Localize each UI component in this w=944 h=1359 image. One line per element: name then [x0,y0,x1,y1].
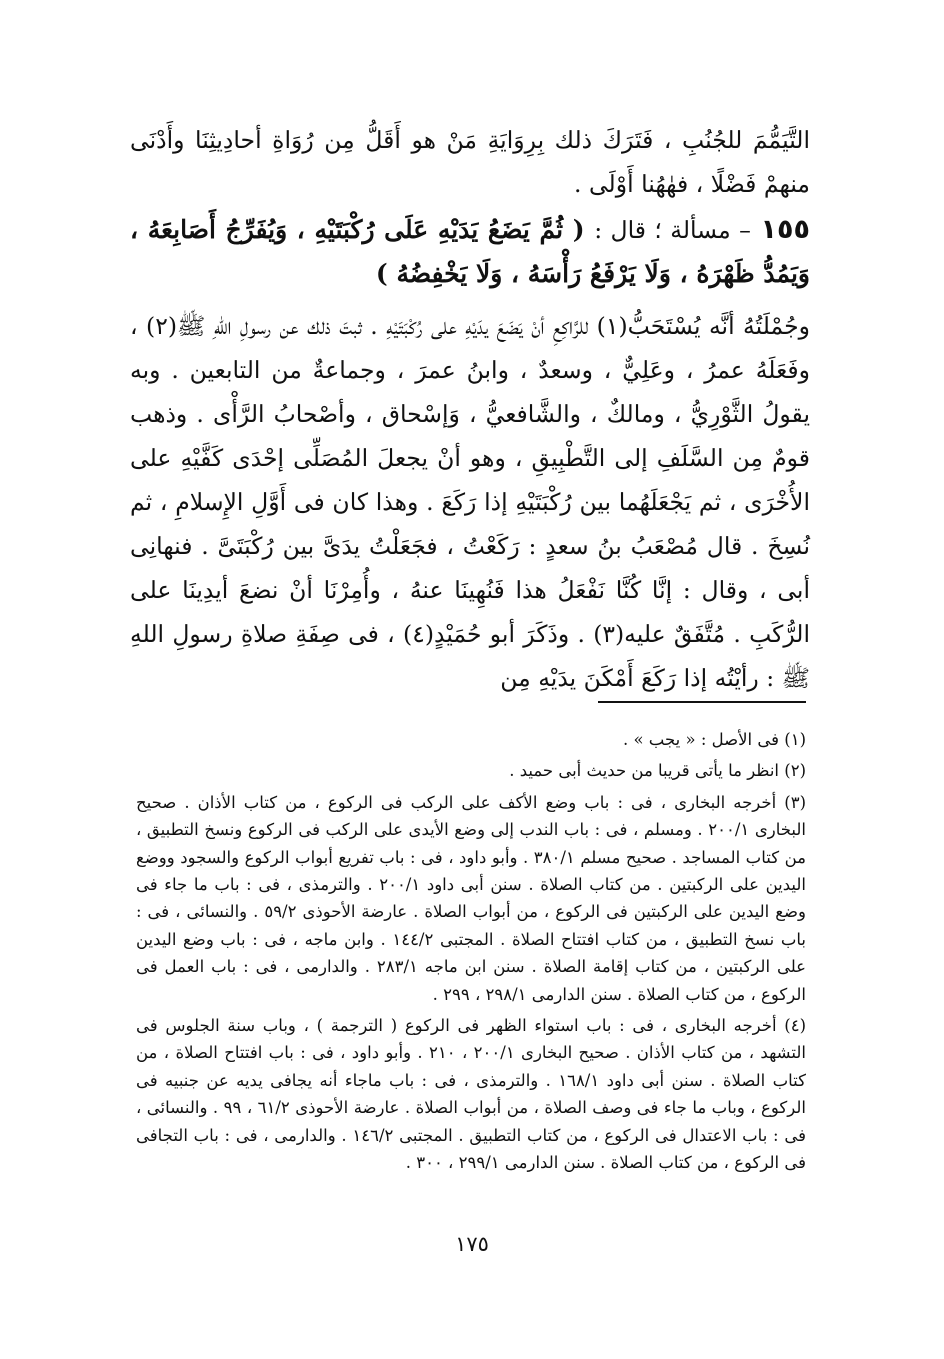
page-number: ١٧٥ [455,1232,489,1256]
footnote-divider [598,701,806,703]
main-text [130,118,810,700]
masala-label: – مسألة ؛ قال : [594,216,751,244]
masala-number: ١٥٥ [760,214,810,245]
masala-text: ( ثُمَّ يَضَعُ يَدَيْهِ عَلَى رُكْبَتَيْهِ ، وَيُفَرِّجُ أَصَابِعَهُ ، وَيَمُدُّ ظَهْرَهُ ، وَلَا يَرْفَعُ رَأْسَهُ ، وَلَا يَخْفِضُهُ ) [130,215,810,288]
masala-heading [130,208,810,296]
commentary-paragraph: وجُمْلَتُهُ أنَّه يُسْتَحَبُّ(١) للرَّاكِعِ أنْ يَضَعَ يدَيْهِ على رُكْبَتَيْهِ . ثبتَ ذلك عن رسولِ اللهِ ﷺ(٢) ، وفَعَلَهُ عمرُ ، وعَلِيٌّ ، وسعدٌ ، وابنُ عمرَ ، وجماعةٌ من التابعين . وبه يقولُ الثَّوْرِيُّ ، ومالكٌ ، والشَّافعيُّ ، وَإسْحاق ، وأصْحابُ الرَّأْى . وذهب قومٌ مِن السَّلَفِ إلى التَّطْبِيقِ ، وهو أنْ يجعلَ المُصَلِّى إحْدَى كَفَّيْهِ على الأُخْرَى ، ثم يَجْعَلَهُما بين رُكْبَتَيْهِ إذا رَكَعَ . وهذا كان فى أَوَّلِ الإِسلامِ ، ثم نُسِخَ . قال مُصْعَبُ بنُ سعدٍ : رَكَعْتُ ، فجَعَلْتُ يدَىَّ بين رُكْبَتَىَّ . فنهانِى أبى ، وقال : إنَّا كُنَّا نَفْعَلُ هذا فَنُهِينَا عنهُ ، وأُمِرْنَا أنْ نضعَ أيدِينَا على الرُّكَبِ . مُتَّفَقٌ عليه(٣) . وذَكَرَ أبو حُمَيْدٍ(٤) ، فى صِفَةِ صلاةِ رسولِ اللهِ ﷺ : رأيْتُه إذا رَكَعَ أَمْكَنَ يدَيْهِ مِن [130,312,810,692]
footnotes [136,726,806,1181]
footnote-4: (٤) أخرجه البخارى ، فى : باب استواء الظهر فى الركوع ( الترجمة ) ، وباب سنة الجلوس فى التشهد ، من كتاب الأذان . صحيح البخارى ٢٠٠/١ ، ٢١٠ . وأبو داود ، فى : باب افتتاح الصلاة ، من كتاب الصلاة . سنن أبى داود ١٦٨/١ . والترمذى ، فى : باب ماجاء أنه يجافى يديه عن جنبيه فى الركوع ، وباب ما جاء فى وصف الصلاة ، من أبواب الصلاة . عارضة الأحوذى ٦١/٢ ، ٩٩ . والنسائى ، فى : باب الاعتدال فى الركوع ، من كتاب التطبيق . المجتبى ١٤٦/٢ . والدارمى ، فى : باب التجافى فى الركوع ، من كتاب الصلاة . سنن الدارمى ٢٩٩/١ ، ٣٠٠ . [136,1016,807,1173]
footnote-2: (٢) انظر ما يأتى قريبا من حديث أبى حميد . [509,761,806,781]
footnote-3: (٣) أخرجه البخارى ، فى : باب وضع الأكف على الركب فى الركوع ، من كتاب الأذان . صحيح البخارى ٢٠٠/١ . ومسلم ، فى : باب الندب إلى وضع الأيدى على الركب فى الركوع ونسخ التطبيق ، من كتاب المساجد . صحيح مسلم ٣٨٠/١ . وأبو داود ، فى : باب تفريع أبواب الركوع والسجود ووضع اليدين على الركبتين . من كتاب الصلاة . سنن أبى داود ٢٠٠/١ . والترمذى ، فى : باب ما جاء فى وضع اليدين على الركبتين فى الركوع ، من أبواب الصلاة . عارضة الأحوذى ٥٩/٢ . والنسائى ، فى : باب نسخ التطبيق ، من كتاب افتتاح الصلاة . المجتبى ١٤٤/٢ . وابن ماجه ، فى : باب وضع اليدين على الركبتين ، من كتاب إقامة الصلاة . سنن ابن ماجه ٢٨٣/١ . والدارمى ، فى : باب العمل فى الركوع ، من كتاب الصلاة . سنن الدارمى ٢٩٨/١ ، ٢٩٩ . [136,792,807,1004]
continued-paragraph: التَّيَمُّمَ للجُنُبِ ، فَتَرَكَ ذلك بِرِوَايَةِ مَنْ هو أَقَلُّ مِن رُوَاةِ أحادِيثِنَا وأَدْنَى منهمْ فَضْلًا ، فهٰهُنا أَوْلَى . [130,126,810,198]
footnote-1: (١) فى الأصل : « يجب » . [622,730,806,749]
